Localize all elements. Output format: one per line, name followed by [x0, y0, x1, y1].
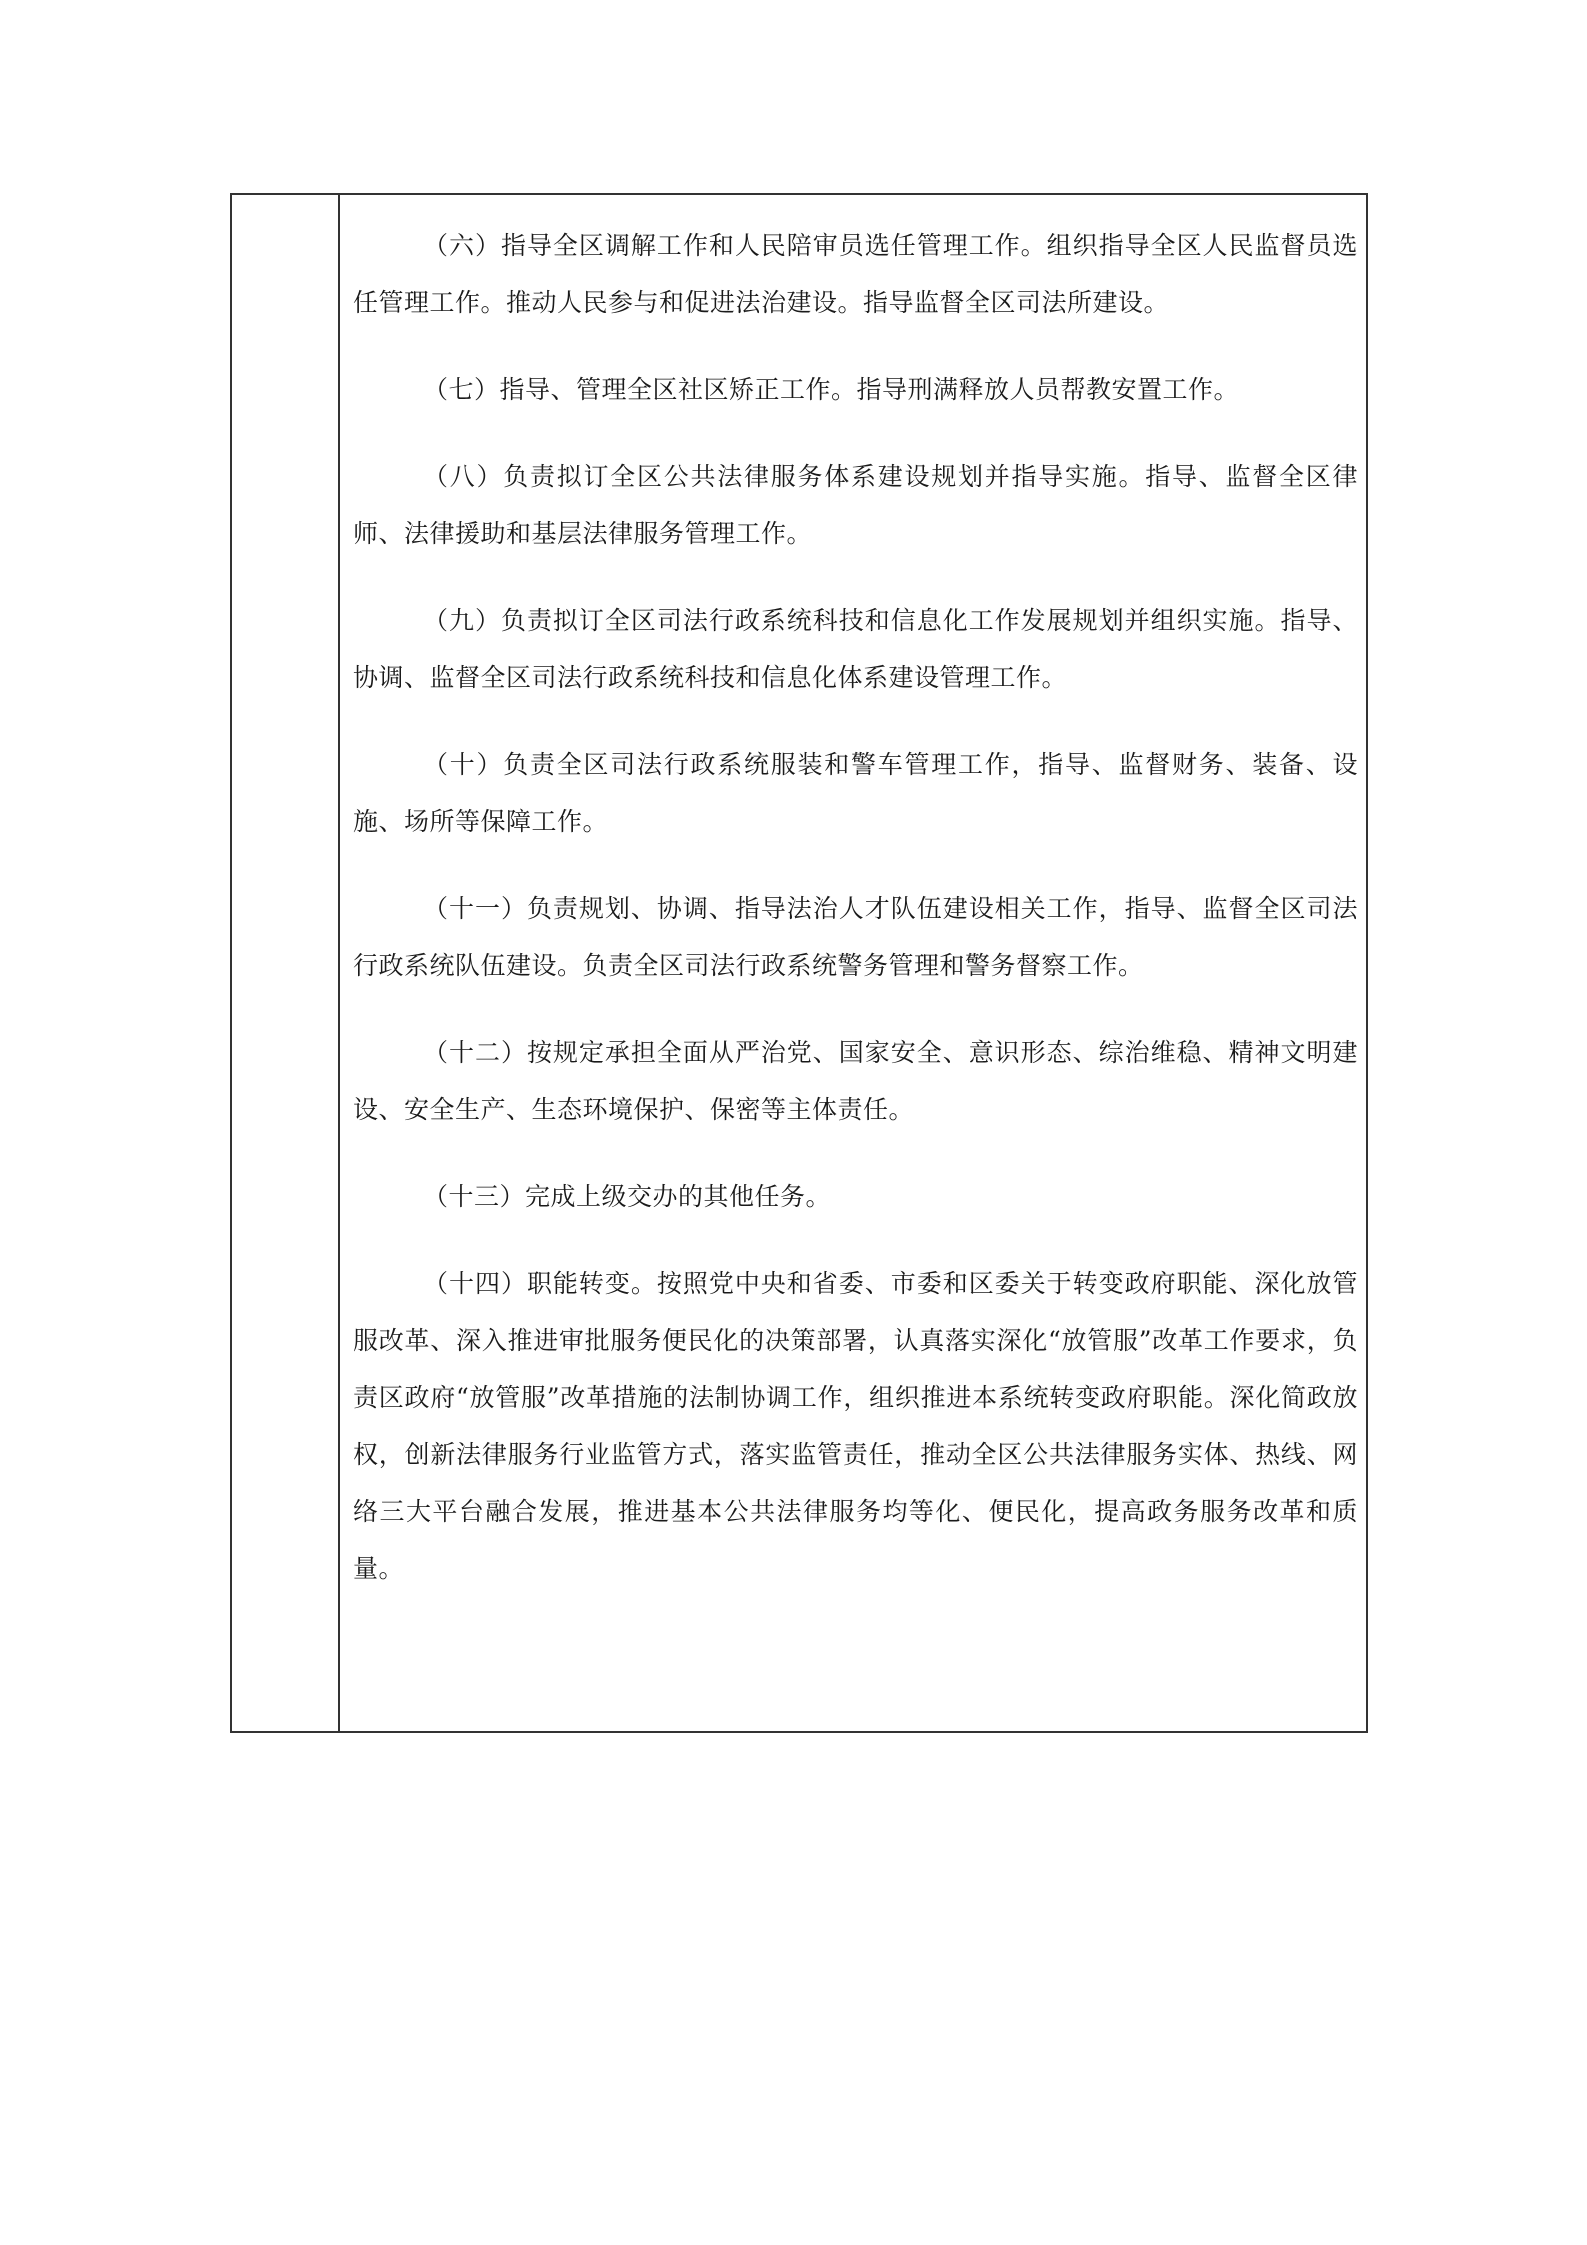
- duty-item-8: （八）负责拟订全区公共法律服务体系建设规划并指导实施。指导、监督全区律师、法律援助和基层法律服务管理工作。: [353, 462, 1358, 548]
- duty-item-11: （十一）负责规划、协调、指导法治人才队伍建设相关工作，指导、监督全区司法行政系统队伍建设。负责全区司法行政系统警务管理和警务督察工作。: [353, 894, 1358, 980]
- duty-item-14: （十四）职能转变。按照党中央和省委、市委和区委关于转变政府职能、深化放管服改革、深入推进审批服务便民化的决策部署，认真落实深化“放管服”改革工作要求，负责区政府“放管服”改革措施的法制协调工作，组织推进本系统转变政府职能。深化简政放权，创新法律服务行业监管方式，落实监管责任，推动全区公共法律服务实体、热线、网络三大平台融合发展，推进基本公共法律服务均等化、便民化，提高政务服务改革和质量。: [353, 1269, 1358, 1583]
- duty-item-9: （九）负责拟订全区司法行政系统科技和信息化工作发展规划并组织实施。指导、协调、监督全区司法行政系统科技和信息化体系建设管理工作。: [353, 606, 1358, 692]
- table-label-column: [232, 195, 340, 1731]
- duty-item-12: （十二）按规定承担全面从严治党、国家安全、意识形态、综治维稳、精神文明建设、安全生产、生态环境保护、保密等主体责任。: [353, 1038, 1358, 1124]
- duty-item-10: （十）负责全区司法行政系统服装和警车管理工作，指导、监督财务、装备、设施、场所等保障工作。: [353, 750, 1358, 836]
- duty-item-13: （十三）完成上级交办的其他任务。: [423, 1182, 832, 1211]
- table-content-column: [340, 195, 1366, 1731]
- duty-item-7: （七）指导、管理全区社区矫正工作。指导刑满释放人员帮教安置工作。: [423, 375, 1240, 404]
- duties-table: [230, 193, 1368, 1733]
- duty-item-6: （六）指导全区调解工作和人民陪审员选任管理工作。组织指导全区人民监督员选任管理工作。推动人民参与和促进法治建设。指导监督全区司法所建设。: [353, 231, 1358, 317]
